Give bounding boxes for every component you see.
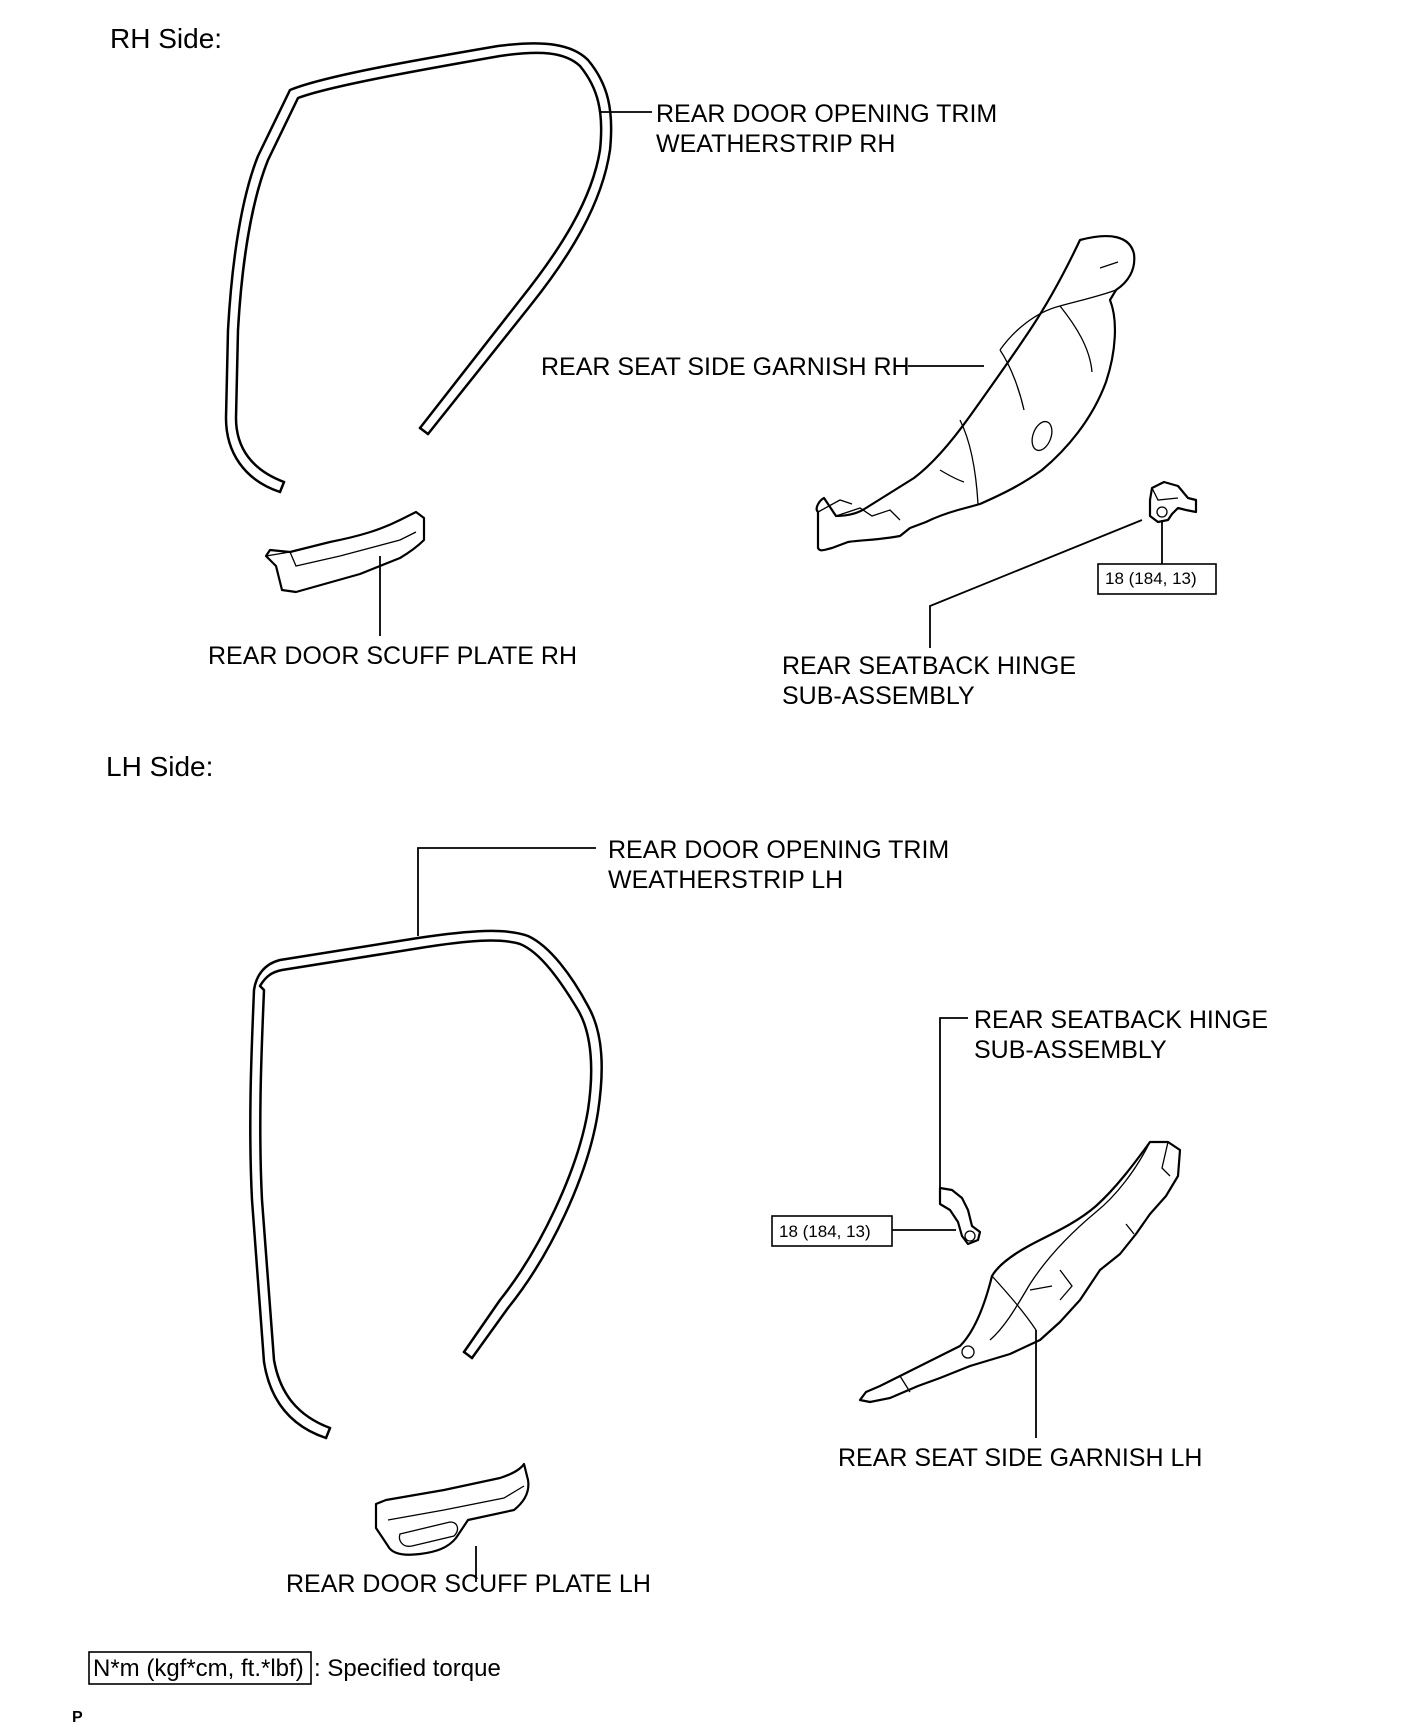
lh-weatherstrip-illustration xyxy=(250,931,601,1438)
lh-seatback-hinge-label-line2: SUB-ASSEMBLY xyxy=(974,1036,1167,1064)
rh-section-title: RH Side: xyxy=(110,23,223,54)
lh-seatback-hinge-leader xyxy=(940,1018,968,1188)
rh-scuff-plate-illustration xyxy=(266,512,424,592)
rh-weatherstrip-illustration xyxy=(226,43,611,492)
lh-weatherstrip-label-line1: REAR DOOR OPENING TRIM xyxy=(608,836,950,864)
lh-seat-side-garnish-illustration xyxy=(860,1142,1180,1402)
rh-torque-value: 18 (184, 13) xyxy=(1105,569,1197,588)
rh-weatherstrip-label-line1: REAR DOOR OPENING TRIM xyxy=(656,100,998,128)
lh-seatback-hinge-illustration xyxy=(940,1188,980,1244)
rh-weatherstrip-label-line2: WEATHERSTRIP RH xyxy=(656,130,896,158)
lh-weatherstrip-label-line2: WEATHERSTRIP LH xyxy=(608,866,844,894)
rh-seat-side-garnish-illustration xyxy=(817,236,1135,550)
lh-weatherstrip-leader xyxy=(418,848,596,936)
lh-scuff-plate-label: REAR DOOR SCUFF PLATE LH xyxy=(286,1570,651,1598)
rh-seat-side-garnish-label: REAR SEAT SIDE GARNISH RH xyxy=(541,353,910,381)
rh-seatback-hinge-label-line1: REAR SEATBACK HINGE xyxy=(782,652,1077,680)
lh-section-title: LH Side: xyxy=(106,751,214,782)
lh-scuff-plate-illustration xyxy=(376,1464,528,1555)
rh-seatback-hinge-illustration xyxy=(1150,482,1196,522)
footer-code: P xyxy=(72,1709,83,1726)
legend-unit: N*m (kgf*cm, ft.*lbf) xyxy=(93,1655,304,1682)
lh-seatback-hinge-label-line1: REAR SEATBACK HINGE xyxy=(974,1006,1269,1034)
lh-torque-value: 18 (184, 13) xyxy=(779,1222,871,1241)
rh-scuff-plate-label: REAR DOOR SCUFF PLATE RH xyxy=(208,642,578,670)
lh-seat-side-garnish-label: REAR SEAT SIDE GARNISH LH xyxy=(838,1444,1203,1472)
rh-seatback-hinge-label-line2: SUB-ASSEMBLY xyxy=(782,682,975,710)
legend-description: : Specified torque xyxy=(314,1655,501,1682)
